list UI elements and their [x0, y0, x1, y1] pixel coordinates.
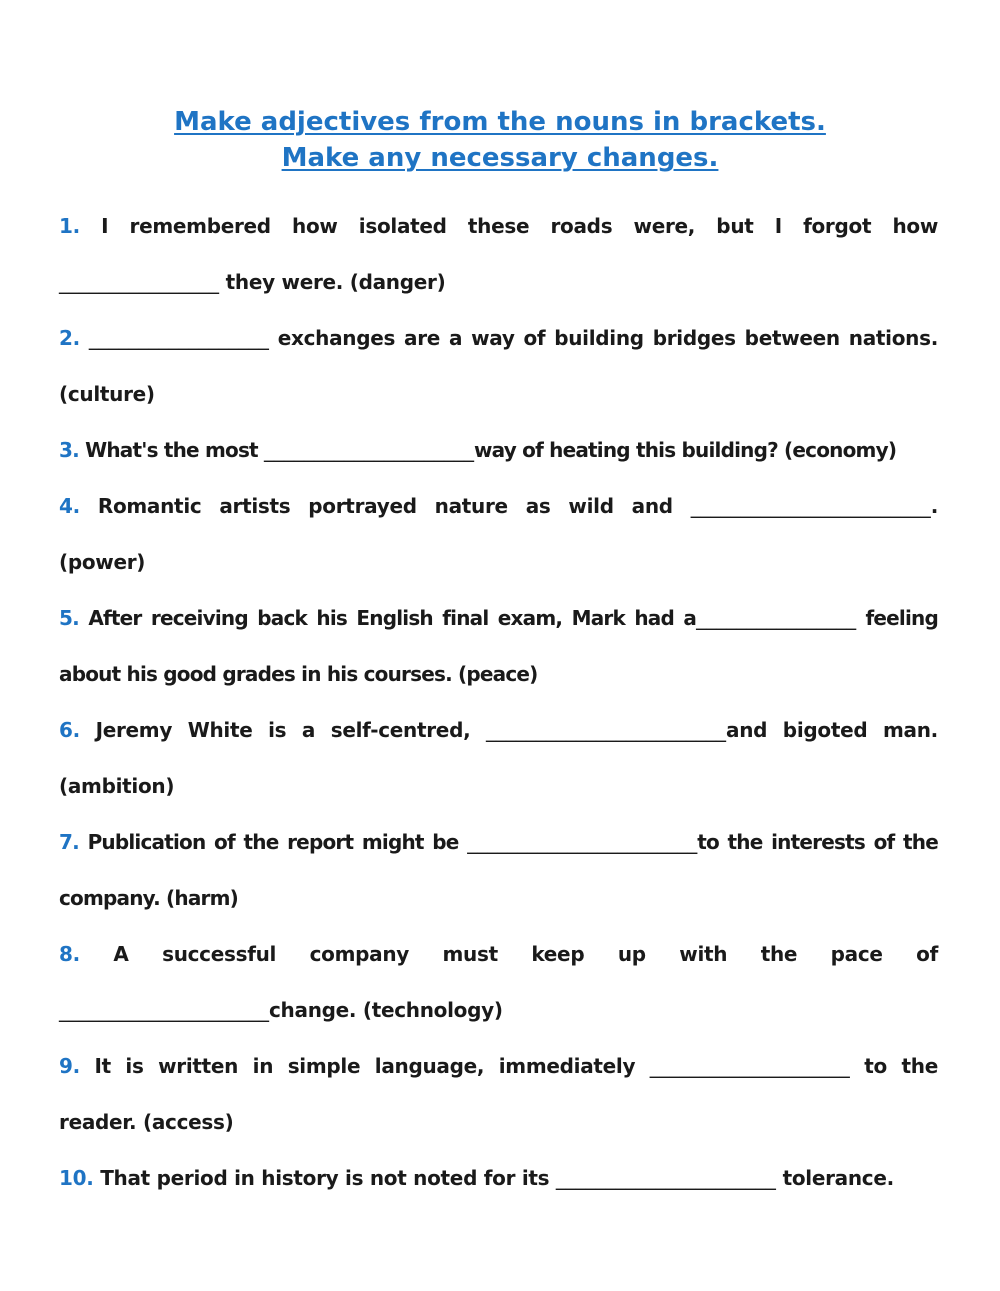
exercise-item-4: [59, 478, 938, 590]
answer-blank[interactable]: ________________________: [690, 494, 931, 518]
answer-blank[interactable]: _____________________: [59, 998, 269, 1022]
answer-blank[interactable]: ______________________: [555, 1166, 776, 1190]
exercise-item-6: [59, 702, 938, 814]
item-number: 10.: [59, 1166, 94, 1190]
item-text-after: tolerance.: [775, 1166, 894, 1190]
item-number: 3.: [59, 438, 79, 462]
item-text-after: . (power): [59, 494, 938, 574]
title-line-1: Make adjectives from the nouns in brackets.: [174, 107, 826, 137]
item-text-after: to the interests of the company. (harm): [59, 830, 938, 910]
item-text-before: After receiving back his English final exam, Mark had a: [88, 606, 697, 630]
item-text-after: they were. (danger): [219, 270, 446, 294]
exercise-item-3: [59, 422, 938, 478]
item-number: 1.: [59, 214, 80, 238]
item-number: 8.: [59, 942, 80, 966]
item-text-before: What's the most: [85, 438, 264, 462]
item-number: 9.: [59, 1054, 80, 1078]
item-number: 6.: [59, 718, 80, 742]
item-number: 5.: [59, 606, 79, 630]
item-text-after: feeling about his good grades in his courses. (peace): [59, 606, 938, 686]
answer-blank[interactable]: ________________________: [486, 718, 727, 742]
exercise-item-9: [59, 1038, 938, 1150]
answer-blank[interactable]: __________________: [88, 326, 269, 350]
item-text-after: and bigoted man. (ambition): [59, 718, 938, 798]
item-text-after: change. (technology): [269, 998, 503, 1022]
item-text-before: A successful company must keep up with the pace of: [113, 942, 938, 966]
item-number: 4.: [59, 494, 80, 518]
item-text-before: Jeremy White is a self-centred,: [95, 718, 487, 742]
exercise-item-2: [59, 310, 938, 422]
item-text-after: exchanges are a way of building bridges between nations. (culture): [59, 326, 938, 406]
item-text-before: Publication of the report might be: [87, 830, 468, 854]
item-text-before: That period in history is not noted for its: [100, 1166, 556, 1190]
exercise-item-8: [59, 926, 938, 1038]
answer-blank[interactable]: _______________________: [467, 830, 698, 854]
item-text-after: way of heating this building? (economy): [473, 438, 897, 462]
item-text-before: Romantic artists portrayed nature as wild and: [97, 494, 691, 518]
item-number: 7.: [59, 830, 79, 854]
item-text-before: I remembered how isolated these roads were, but I forgot how: [101, 214, 938, 238]
exercise-item-1: [59, 198, 938, 310]
answer-blank[interactable]: _____________________: [263, 438, 474, 462]
item-text-before: It is written in simple language, immediately: [94, 1054, 650, 1078]
exercise-item-10: [59, 1150, 938, 1206]
item-text-after: to the reader. (access): [59, 1054, 938, 1134]
exercise-list: [59, 198, 938, 1206]
exercise-item-5: [59, 590, 938, 702]
item-number: 2.: [59, 326, 80, 350]
worksheet-title: [0, 104, 1000, 176]
title-line-2: Make any necessary changes.: [281, 143, 719, 173]
answer-blank[interactable]: ________________: [696, 606, 857, 630]
answer-blank[interactable]: ________________: [59, 270, 219, 294]
answer-blank[interactable]: ____________________: [649, 1054, 850, 1078]
exercise-item-7: [59, 814, 938, 926]
